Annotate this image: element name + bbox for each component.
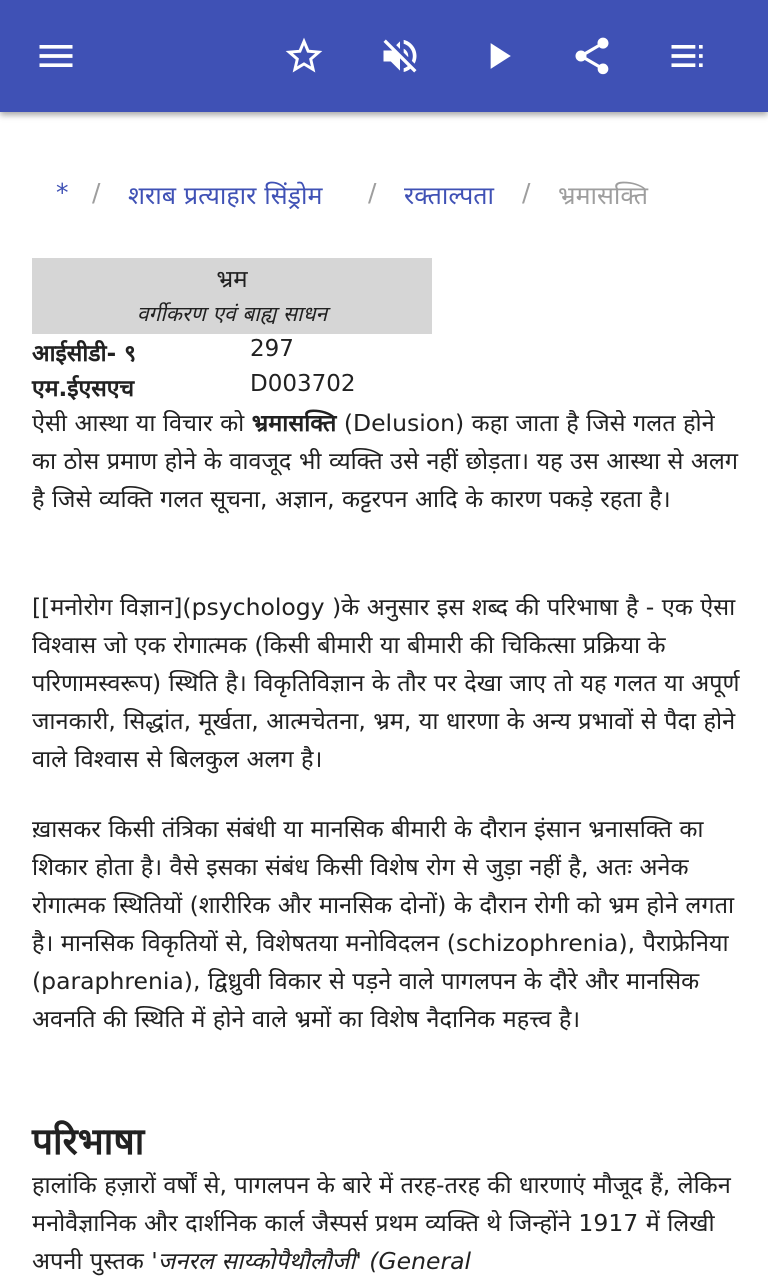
infobox-value[interactable]: 297 xyxy=(250,336,294,362)
text-fragment: (Delusion) कहा जाता है जिसे गलत होने का ठोस प्रमाण होने के वावजूद भी व्यक्ति उसे नहीं छोड़ता। यह उस आस्था से अलग है जिसे व्यक्ति गलत सूचना, अज्ञान, कट्टरपन आदि के कारण पकड़े रहता है। xyxy=(32,409,739,513)
text-fragment: ' (General xyxy=(355,1247,472,1275)
text-fragment: ऐसी आस्था या विचार को xyxy=(32,409,252,437)
book-title: जनरल साय्कोपैथौलौजी xyxy=(157,1247,356,1275)
article-paragraph-clinical: ख़ासकर किसी तंत्रिका संबंधी या मानसिक बीमारी के दौरान इंसान भ्रनासक्ति का शिकार होता है। वैसे इसका संबंध किसी विशेष रोग से जुड़ा नहीं है, अतः अनेक रोगात्मक स्थितियों (शारीरिक और मानसिक दोनों) के दौरान रोगी को भ्रम होने लगता है। मानसिक विकृतियों से, विशेषतया मनोविदलन (schizophrenia), पैराफ्रेनिया (paraphrenia), द्विध्रुवी विकार से पड़ने वाले पागलपन के दौरे और मानसिक अवनति की स्थिति में होने वाले भ्रमों का विशेष नैदानिक महत्त्व है। xyxy=(32,815,735,1033)
infobox-row-icd9 xyxy=(32,336,452,368)
breadcrumb-root[interactable]: * xyxy=(56,178,69,207)
breadcrumb-separator: / xyxy=(92,178,101,207)
infobox-key: एम.ईएसएच xyxy=(32,376,135,402)
menu-icon[interactable] xyxy=(28,28,84,84)
app-bar xyxy=(0,0,768,112)
infobox-subtitle: वर्गीकरण एवं बाह्य साधन xyxy=(136,302,328,326)
infobox-value[interactable]: D003702 xyxy=(250,371,356,397)
mute-icon[interactable] xyxy=(372,28,428,84)
play-icon[interactable] xyxy=(470,28,526,84)
star-icon[interactable] xyxy=(276,28,332,84)
breadcrumb-separator: / xyxy=(522,178,531,207)
breadcrumb xyxy=(0,178,768,220)
infobox-row-mesh xyxy=(32,371,452,403)
article-term: भ्रमासक्ति xyxy=(251,409,337,437)
infobox-key: आईसीडी- ९ xyxy=(32,341,137,367)
playlist-icon[interactable] xyxy=(660,28,716,84)
article-paragraph-intro xyxy=(32,404,744,518)
infobox-header xyxy=(32,258,432,334)
breadcrumb-separator: / xyxy=(368,178,377,207)
share-icon[interactable] xyxy=(564,28,620,84)
breadcrumb-item-alcohol-withdrawal[interactable]: शराब प्रत्याहार सिंड्रोम xyxy=(128,181,323,210)
article-paragraph-definition xyxy=(32,1166,744,1280)
text-fragment: हालांकि हज़ारों वर्षों से, पागलपन के बारे में तरह-तरह की धारणाएं मौजूद हैं, लेकिन मनोवैज्ञानिक और दार्शनिक कार्ल जैस्पर्स प्रथम व्यक्ति थे जिन्होंने 1917 में लिखी अपनी पुस्तक ' xyxy=(32,1171,731,1275)
section-heading: परिभाषा xyxy=(32,1120,145,1163)
article-paragraph-psychology: [[मनोरोग विज्ञान](psychology )के अनुसार इस शब्द की परिभाषा है - एक ऐसा विश्वास जो एक रोगात्मक (किसी बीमारी या बीमारी की चिकित्सा प्रक्रिया के परिणामस्वरूप) स्थिति है। विकृतिविज्ञान के तौर पर देखा जाए तो यह गलत या अपूर्ण जानकारी, सिद्धांत, मूर्खता, आत्मचेतना, भ्रम, या धारणा के अन्य प्रभावों से पैदा होने वाले विश्वास से बिलकुल अलग है। xyxy=(32,593,740,773)
infobox-title: भ्रम xyxy=(216,265,248,293)
breadcrumb-current: भ्रमासक्ति xyxy=(558,181,649,210)
breadcrumb-item-anemia[interactable]: रक्ताल्पता xyxy=(404,181,495,210)
